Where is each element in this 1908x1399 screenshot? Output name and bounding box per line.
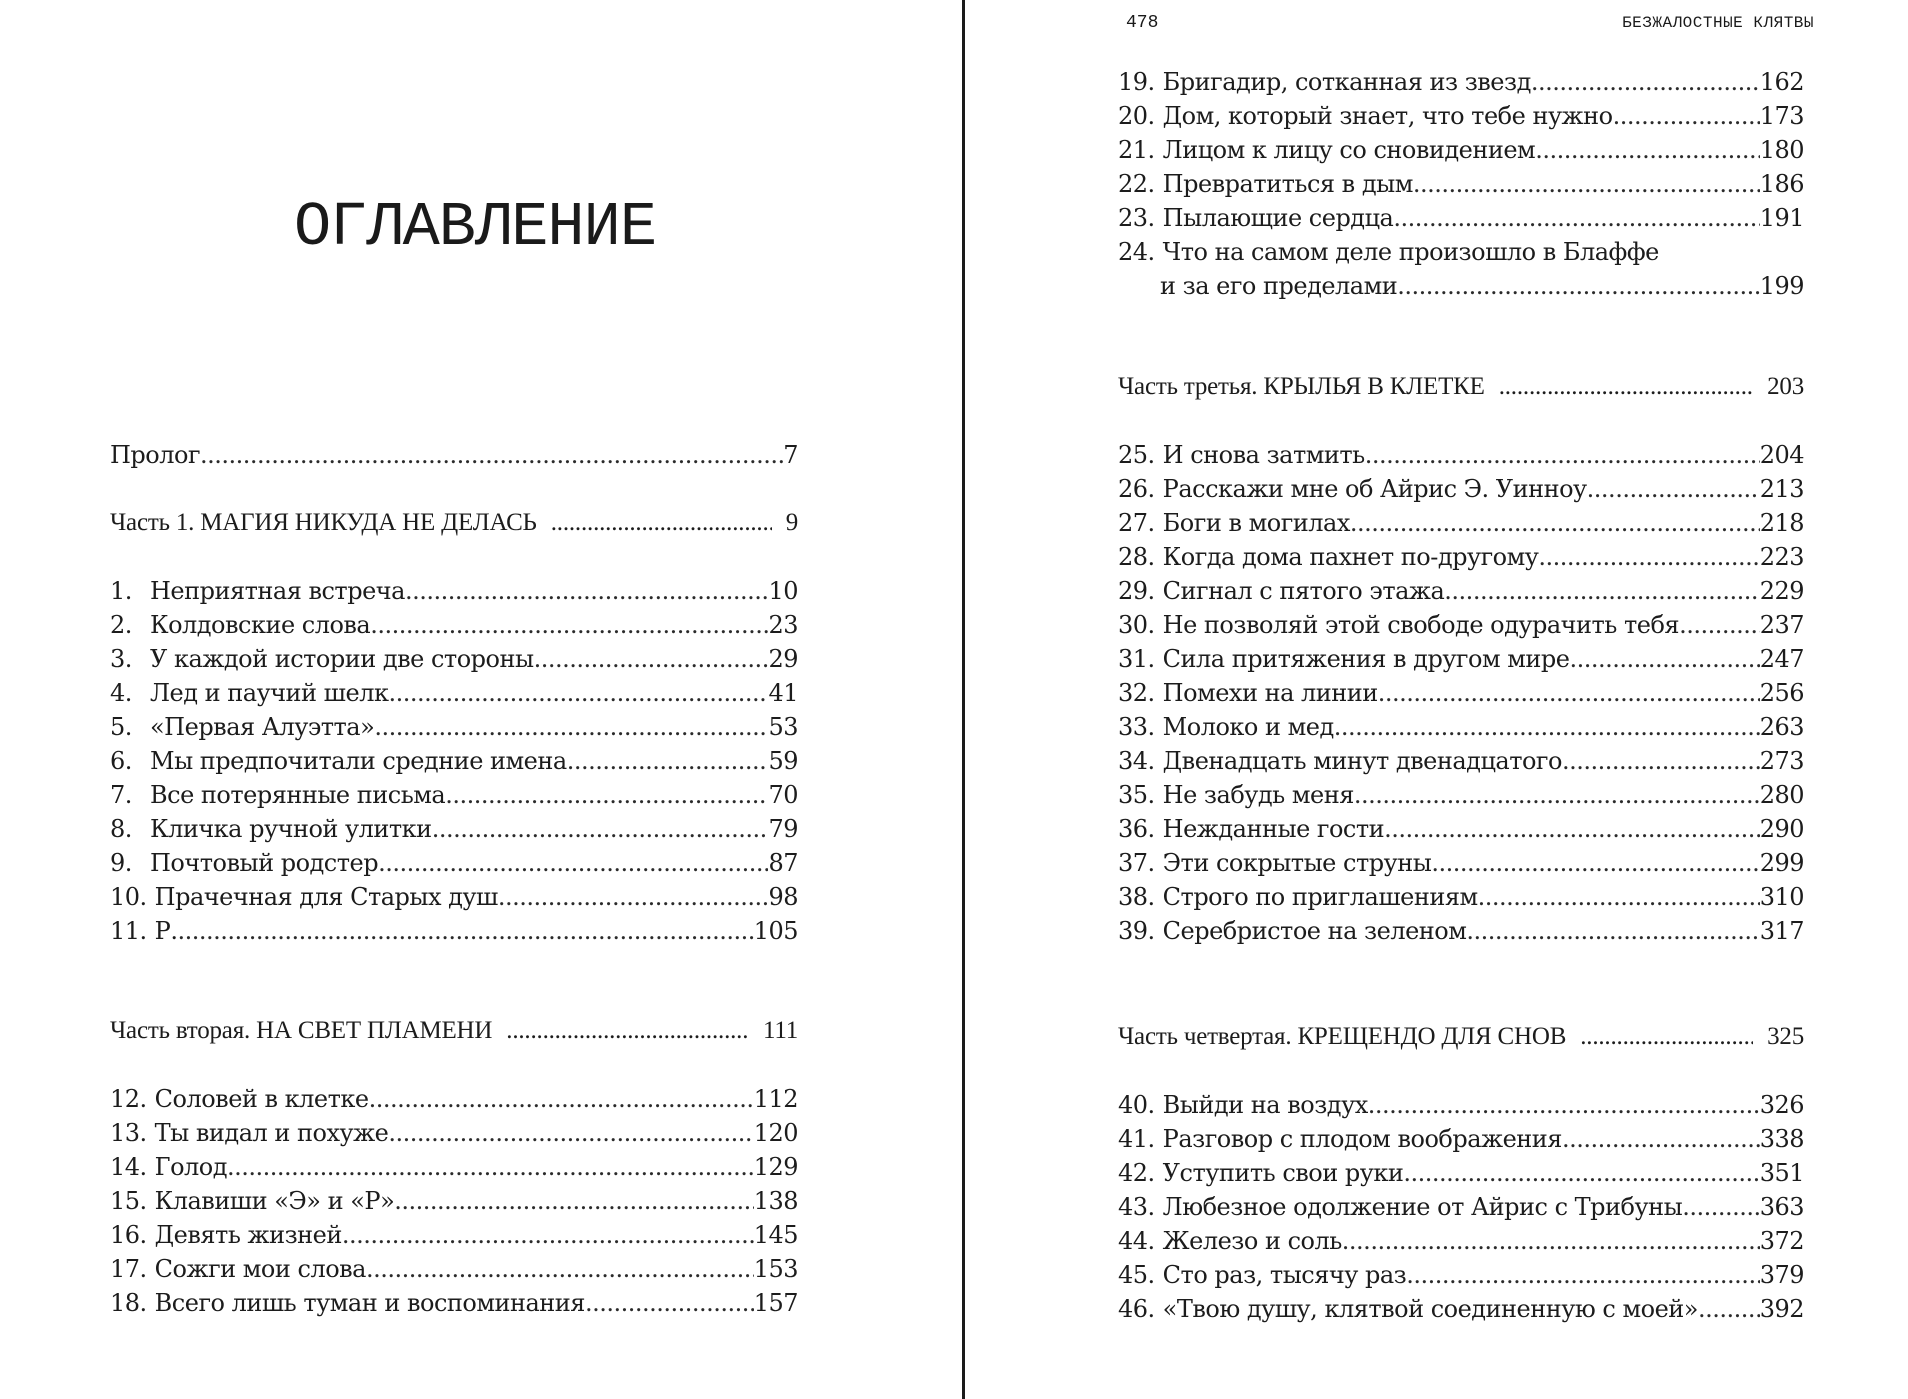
entry-number: 11. <box>110 917 147 945</box>
entry-page: 98 <box>768 883 798 911</box>
entry-page: 372 <box>1759 1227 1804 1255</box>
dot-leader <box>374 710 768 744</box>
entry-title: Голод <box>154 1153 227 1181</box>
entry-number: 21. <box>1118 136 1155 164</box>
entry-page: 70 <box>768 781 798 809</box>
entry-page: 247 <box>1759 645 1804 673</box>
entry-page: 180 <box>1759 136 1804 164</box>
part-title: Часть четвертая. КРЕЩЕНДО ДЛЯ СНОВ <box>1118 1023 1567 1050</box>
dot-leader <box>1334 710 1760 744</box>
toc-entry <box>110 1218 798 1252</box>
entry-number: 33. <box>1118 713 1155 741</box>
entry-page: 23 <box>768 611 798 639</box>
chapter24-block <box>1118 235 1804 303</box>
part-heading-4 <box>1118 1020 1804 1054</box>
entry-number: 30. <box>1118 611 1155 639</box>
entry-title: Девять жизней <box>154 1221 342 1249</box>
entry-number: 20. <box>1118 102 1155 130</box>
dot-leader <box>1682 1190 1759 1224</box>
entry-title: Не забудь меня <box>1162 781 1354 809</box>
page-number: 478 <box>1126 13 1159 33</box>
part1-chapter-list <box>110 574 798 948</box>
toc-entry <box>1118 167 1804 201</box>
dot-leader <box>1538 540 1759 574</box>
entry-title: Нежданные гости <box>1162 815 1385 843</box>
entry-number: 15. <box>110 1187 147 1215</box>
entry-number: 14. <box>110 1153 147 1181</box>
toc-entry <box>110 880 798 914</box>
dot-leader <box>1413 167 1760 201</box>
dot-leader <box>405 574 769 608</box>
entry-number: 2. <box>110 611 132 639</box>
entry-page: 273 <box>1759 747 1804 775</box>
dot-leader <box>1368 1088 1760 1122</box>
entry-title: Всего лишь туман и воспоминания <box>154 1289 585 1317</box>
part-page: 111 <box>762 1017 798 1044</box>
dot-leader <box>534 642 769 676</box>
entry-title: Лед и паучий шелк <box>150 679 389 707</box>
entry-page: 186 <box>1759 170 1804 198</box>
toc-entry <box>1118 65 1804 99</box>
dot-leader <box>342 1218 754 1252</box>
dot-leader <box>1535 133 1760 167</box>
entry-number: 45. <box>1118 1261 1155 1289</box>
toc-entry <box>1118 1190 1804 1224</box>
toc-entry <box>110 1116 798 1150</box>
toc-entry <box>1118 1088 1804 1122</box>
toc-entry <box>1118 1224 1804 1258</box>
entry-page: 29 <box>768 645 798 673</box>
toc-entry-24-line1 <box>1118 235 1804 269</box>
part4-chapter-list <box>1118 1088 1804 1326</box>
toc-entry <box>110 608 798 642</box>
part2-chapter-list-continued <box>1118 65 1804 235</box>
dot-leader <box>378 846 768 880</box>
entry-title: Не позволяй этой свободе одурачить тебя <box>1162 611 1680 639</box>
part-heading-2 <box>110 1014 798 1048</box>
dot-leader <box>551 506 772 540</box>
entry-title: Что на самом деле произошло в Блаффе <box>1162 238 1659 266</box>
entry-number: 3. <box>110 645 132 673</box>
entry-page: 79 <box>768 815 798 843</box>
toc-entry-prologue <box>110 438 798 472</box>
entry-number: 19. <box>1118 68 1155 96</box>
toc-entry <box>1118 1156 1804 1190</box>
toc-entry <box>1118 1292 1804 1326</box>
dot-leader <box>1397 269 1759 303</box>
entry-number: 7. <box>110 781 132 809</box>
toc-entry <box>1118 880 1804 914</box>
dot-leader <box>506 1014 749 1048</box>
toc-entry <box>110 914 798 948</box>
entry-title: Сигнал с пятого этажа <box>1162 577 1445 605</box>
dot-leader <box>1378 676 1760 710</box>
toc-entry <box>1118 778 1804 812</box>
entry-title: Колдовские слова <box>150 611 371 639</box>
prologue-block <box>110 438 798 472</box>
entry-page: 173 <box>1759 102 1804 130</box>
running-book-title: БЕЗЖАЛОСТНЫЕ КЛЯТВЫ <box>1622 14 1814 32</box>
entry-title: Соловей в клетке <box>154 1085 369 1113</box>
entry-page: 326 <box>1759 1091 1804 1119</box>
dot-leader <box>370 608 768 642</box>
dot-leader <box>1580 1020 1753 1054</box>
entry-number: 41. <box>1118 1125 1155 1153</box>
toc-entry <box>110 1286 798 1320</box>
entry-title: Кличка ручной улитки <box>150 815 432 843</box>
entry-number: 32. <box>1118 679 1155 707</box>
dot-leader <box>1499 370 1753 404</box>
entry-page: 7 <box>783 441 798 469</box>
entry-page: 310 <box>1759 883 1804 911</box>
toc-entry <box>110 812 798 846</box>
entry-title: Ты видал и похуже <box>154 1119 389 1147</box>
toc-entry <box>1118 506 1804 540</box>
entry-page: 263 <box>1759 713 1804 741</box>
entry-number: 29. <box>1118 577 1155 605</box>
dot-leader <box>1562 744 1760 778</box>
entry-page: 112 <box>753 1085 798 1113</box>
dot-leader <box>369 1082 754 1116</box>
entry-page: 87 <box>768 849 798 877</box>
entry-page: 363 <box>1759 1193 1804 1221</box>
entry-title: Боги в могилах <box>1162 509 1350 537</box>
entry-number: 28. <box>1118 543 1155 571</box>
dot-leader <box>1342 1224 1760 1258</box>
part-page: 203 <box>1767 373 1804 400</box>
entry-number: 46. <box>1118 1295 1155 1323</box>
toc-entry <box>1118 710 1804 744</box>
entry-page: 204 <box>1759 441 1804 469</box>
dot-leader <box>1698 1292 1760 1326</box>
toc-entry <box>110 846 798 880</box>
entry-title: Неприятная встреча <box>150 577 405 605</box>
part-title: Часть 1. МАГИЯ НИКУДА НЕ ДЕЛАСЬ <box>110 509 537 536</box>
part-title: Часть вторая. НА СВЕТ ПЛАМЕНИ <box>110 1017 493 1044</box>
entry-number: 12. <box>110 1085 147 1113</box>
entry-number: 13. <box>110 1119 147 1147</box>
entry-title: Молоко и мед <box>1162 713 1334 741</box>
entry-page: 10 <box>768 577 798 605</box>
entry-number: 38. <box>1118 883 1155 911</box>
dot-leader <box>1444 574 1759 608</box>
entry-title: И снова затмить <box>1162 441 1365 469</box>
entry-title: Разговор с плодом воображения <box>1162 1125 1562 1153</box>
entry-page: 280 <box>1759 781 1804 809</box>
dot-leader <box>585 1286 754 1320</box>
entry-page: 59 <box>768 747 798 775</box>
entry-page: 229 <box>1759 577 1804 605</box>
dot-leader <box>388 1116 753 1150</box>
entry-page: 290 <box>1759 815 1804 843</box>
entry-title: Почтовый родстер <box>150 849 379 877</box>
toc-entry <box>110 1184 798 1218</box>
entry-title: Дом, который знает, что тебе нужно <box>1162 102 1613 130</box>
part-title: Часть третья. КРЫЛЬЯ В КЛЕТКЕ <box>1118 373 1485 400</box>
part-heading-3 <box>1118 370 1804 404</box>
toc-entry <box>1118 812 1804 846</box>
entry-page: 53 <box>768 713 798 741</box>
entry-number: 5. <box>110 713 132 741</box>
entry-title: Сто раз, тысячу раз <box>1162 1261 1407 1289</box>
toc-entry <box>1118 1122 1804 1156</box>
toc-entry <box>1118 676 1804 710</box>
toc-entry <box>1118 438 1804 472</box>
entry-number: 42. <box>1118 1159 1155 1187</box>
entry-number: 27. <box>1118 509 1155 537</box>
dot-leader <box>567 744 769 778</box>
dot-leader <box>1569 642 1759 676</box>
entry-title: Р. <box>154 917 178 945</box>
entry-number: 37. <box>1118 849 1155 877</box>
entry-title: Уступить свои руки <box>1162 1159 1404 1187</box>
toc-entry <box>1118 846 1804 880</box>
entry-number: 39. <box>1118 917 1155 945</box>
entry-title: Клавиши «Э» и «Р» <box>154 1187 395 1215</box>
dot-leader <box>1531 65 1760 99</box>
toc-entry <box>1118 1258 1804 1292</box>
entry-title: Когда дома пахнет по-другому <box>1162 543 1539 571</box>
dot-leader <box>1403 1156 1759 1190</box>
toc-entry <box>1118 133 1804 167</box>
entry-title: Пролог <box>110 441 201 469</box>
entry-page: 256 <box>1759 679 1804 707</box>
toc-entry <box>110 1082 798 1116</box>
entry-page: 41 <box>768 679 798 707</box>
entry-page: 317 <box>1759 917 1804 945</box>
entry-page: 338 <box>1759 1125 1804 1153</box>
entry-number: 10. <box>110 883 147 911</box>
part4-heading-block <box>1118 1020 1804 1054</box>
entry-page: 223 <box>1759 543 1804 571</box>
part-page: 9 <box>785 509 798 536</box>
dot-leader <box>388 676 768 710</box>
toc-entry <box>1118 914 1804 948</box>
entry-number: 4. <box>110 679 132 707</box>
entry-number: 17. <box>110 1255 147 1283</box>
toc-entry-24-line2 <box>1118 269 1804 303</box>
entry-title: Пылающие сердца <box>1162 204 1394 232</box>
dot-leader <box>394 1184 753 1218</box>
entry-number: 44. <box>1118 1227 1155 1255</box>
entry-title: Сила притяжения в другом мире <box>1162 645 1570 673</box>
toc-entry <box>110 710 798 744</box>
dot-leader <box>1365 438 1760 472</box>
entry-number: 23. <box>1118 204 1155 232</box>
entry-page: 199 <box>1759 272 1804 300</box>
entry-title: Превратиться в дым <box>1162 170 1413 198</box>
entry-page: 218 <box>1759 509 1804 537</box>
part-page: 325 <box>1767 1023 1804 1050</box>
toc-entry <box>1118 642 1804 676</box>
entry-page: 105 <box>753 917 798 945</box>
part3-chapter-list <box>1118 438 1804 948</box>
entry-page: 120 <box>753 1119 798 1147</box>
dot-leader <box>1562 1122 1760 1156</box>
entry-title: Серебристое на зеленом <box>1162 917 1467 945</box>
toc-entry <box>1118 574 1804 608</box>
entry-page: 237 <box>1759 611 1804 639</box>
entry-title: Помехи на линии <box>1162 679 1378 707</box>
entry-title: Эти сокрытые струны <box>1162 849 1432 877</box>
entry-number: 31. <box>1118 645 1155 673</box>
entry-number: 34. <box>1118 747 1155 775</box>
toc-entry <box>110 642 798 676</box>
toc-entry <box>1118 201 1804 235</box>
dot-leader <box>366 1252 754 1286</box>
dot-leader <box>1393 201 1759 235</box>
entry-title: Лицом к лицу со сновидением <box>1162 136 1536 164</box>
entry-number: 35. <box>1118 781 1155 809</box>
entry-title: Бригадир, сотканная из звезд <box>1162 68 1531 96</box>
entry-number: 16. <box>110 1221 147 1249</box>
entry-title: Мы предпочитали средние имена <box>150 747 567 775</box>
entry-number: 36. <box>1118 815 1155 843</box>
entry-page: 162 <box>1759 68 1804 96</box>
entry-number: 22. <box>1118 170 1155 198</box>
dot-leader <box>1466 914 1759 948</box>
toc-entry <box>1118 99 1804 133</box>
dot-leader <box>200 438 783 472</box>
part1-heading-block <box>110 506 798 540</box>
entry-title: «Первая Алуэтта» <box>150 713 375 741</box>
entry-number: 6. <box>110 747 132 775</box>
book-spine <box>962 0 965 1399</box>
entry-number: 25. <box>1118 441 1155 469</box>
entry-page: 138 <box>753 1187 798 1215</box>
part2-heading-block <box>110 1014 798 1048</box>
toc-entry <box>110 744 798 778</box>
entry-title: Строго по приглашениям <box>1162 883 1478 911</box>
dot-leader <box>1354 778 1760 812</box>
dot-leader <box>177 914 753 948</box>
right-page <box>968 0 1908 1399</box>
dot-leader <box>1679 608 1760 642</box>
entry-number: 40. <box>1118 1091 1155 1119</box>
entry-title: Сожги мои слова <box>154 1255 366 1283</box>
part3-heading-block <box>1118 370 1804 404</box>
toc-entry <box>110 1150 798 1184</box>
entry-number: 26. <box>1118 475 1155 503</box>
entry-title: Выйди на воздух <box>1162 1091 1368 1119</box>
toc-entry <box>110 574 798 608</box>
toc-entry <box>1118 540 1804 574</box>
entry-number: 8. <box>110 815 132 843</box>
entry-title: Расскажи мне об Айрис Э. Уинноу <box>1162 475 1587 503</box>
entry-page: 157 <box>753 1289 798 1317</box>
toc-entry <box>1118 744 1804 778</box>
entry-number: 43. <box>1118 1193 1155 1221</box>
entry-number: 18. <box>110 1289 147 1317</box>
dot-leader <box>1406 1258 1759 1292</box>
dot-leader <box>1350 506 1760 540</box>
toc-entry <box>1118 608 1804 642</box>
entry-page: 191 <box>1759 204 1804 232</box>
entry-title: Прачечная для Старых душ <box>154 883 498 911</box>
entry-number: 9. <box>110 849 132 877</box>
entry-title: Двенадцать минут двенадцатого <box>1162 747 1562 775</box>
toc-entry <box>110 778 798 812</box>
dot-leader <box>227 1150 754 1184</box>
entry-number: 24. <box>1118 238 1155 266</box>
dot-leader <box>498 880 769 914</box>
entry-page: 351 <box>1759 1159 1804 1187</box>
toc-title: ОГЛАВЛЕНИЕ <box>293 192 657 263</box>
entry-page: 299 <box>1759 849 1804 877</box>
entry-title: «Твою душу, клятвой соединенную с моей» <box>1162 1295 1698 1323</box>
dot-leader <box>1384 812 1760 846</box>
toc-entry <box>110 1252 798 1286</box>
toc-entry <box>110 676 798 710</box>
entry-page: 153 <box>753 1255 798 1283</box>
entry-page: 392 <box>1759 1295 1804 1323</box>
entry-page: 145 <box>753 1221 798 1249</box>
entry-title: Железо и соль <box>1162 1227 1342 1255</box>
entry-title: Все потерянные письма <box>150 781 446 809</box>
entry-page: 213 <box>1759 475 1804 503</box>
dot-leader <box>1613 99 1760 133</box>
entry-title-continued: и за его пределами <box>1160 272 1398 300</box>
dot-leader <box>1478 880 1760 914</box>
entry-page: 129 <box>753 1153 798 1181</box>
toc-entry <box>1118 472 1804 506</box>
dot-leader <box>1431 846 1759 880</box>
entry-title: У каждой истории две стороны <box>150 645 534 673</box>
dot-leader <box>432 812 769 846</box>
part-heading-1 <box>110 506 798 540</box>
dot-leader <box>1587 472 1760 506</box>
dot-leader <box>445 778 768 812</box>
part2-chapter-list <box>110 1082 798 1320</box>
entry-number: 1. <box>110 577 132 605</box>
entry-title: Любезное одолжение от Айрис с Трибуны <box>1162 1193 1683 1221</box>
entry-page: 379 <box>1759 1261 1804 1289</box>
